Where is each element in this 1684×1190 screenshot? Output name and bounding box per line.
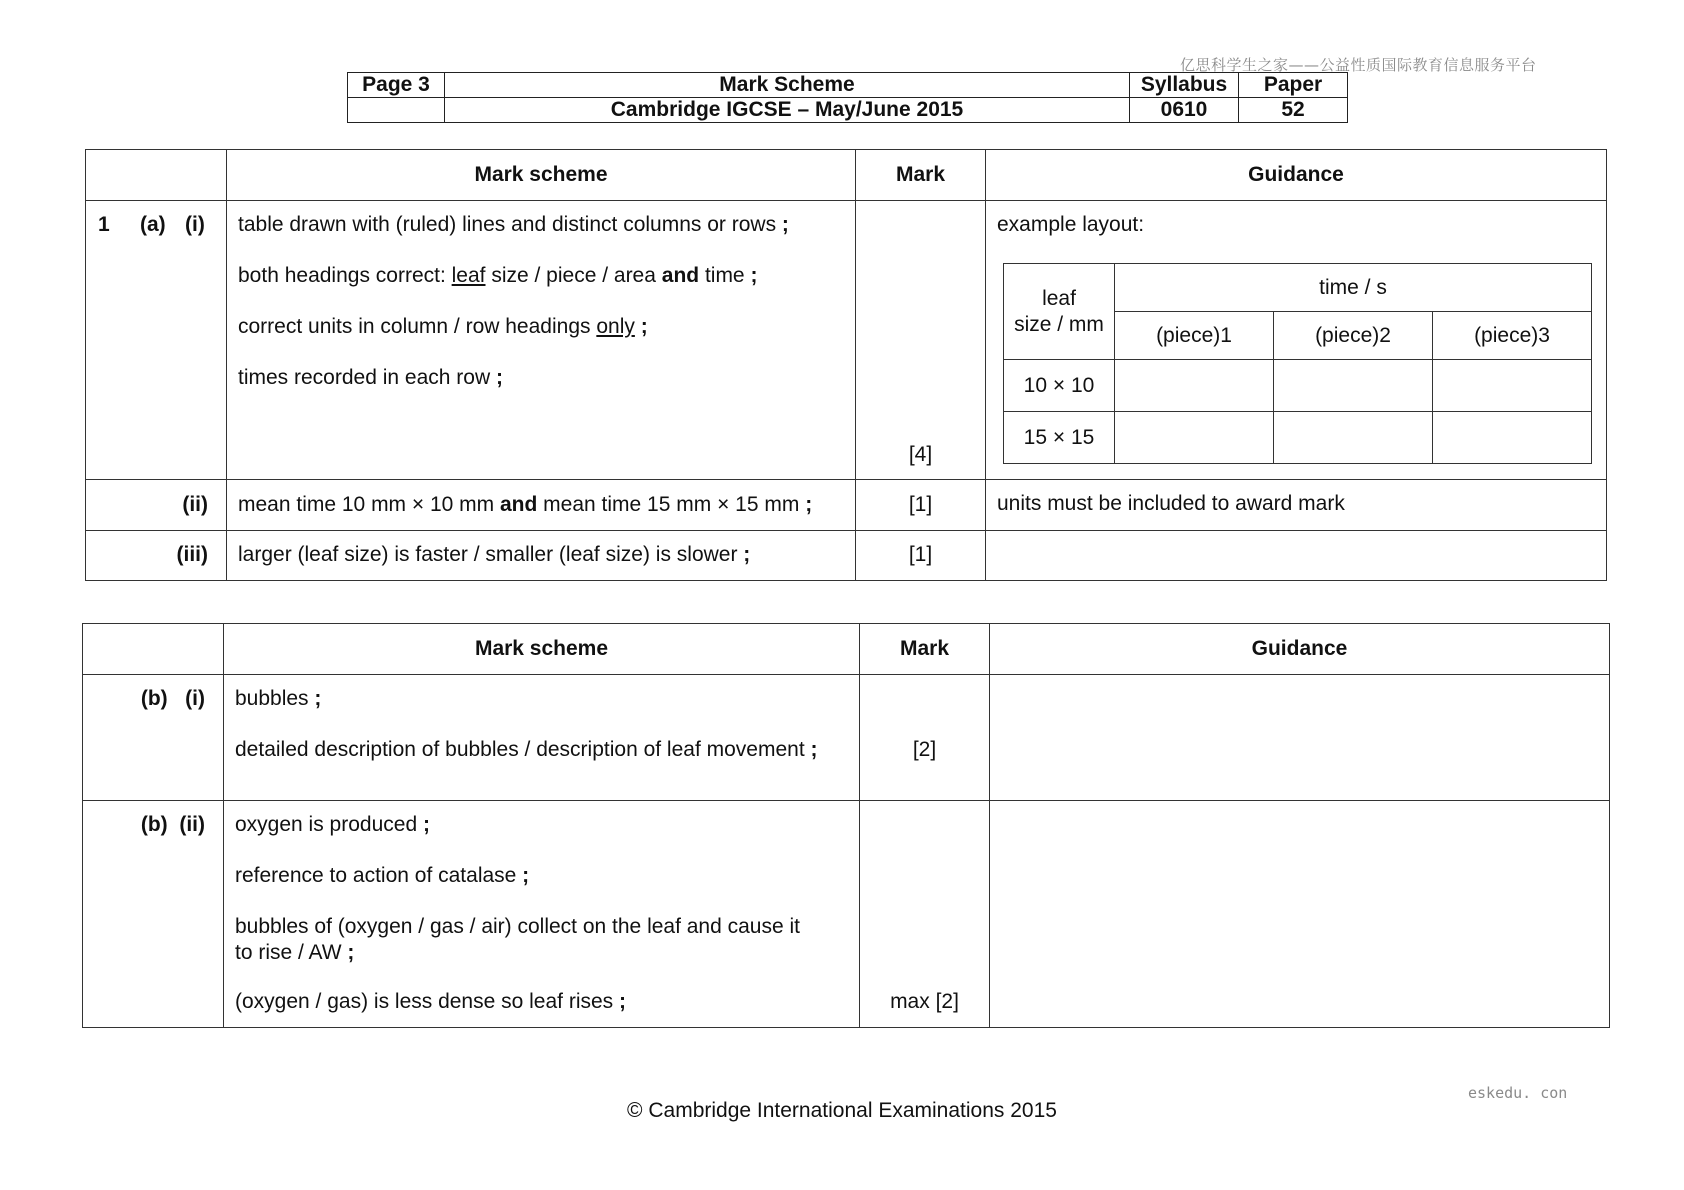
guidance-cell	[986, 201, 1607, 480]
mark-header: Mark	[856, 150, 986, 201]
guidance-text: units must be included to award mark	[997, 492, 1345, 515]
mark-header: Mark	[860, 624, 990, 675]
header-empty-cell	[348, 98, 445, 123]
table-row	[83, 801, 1610, 1028]
leaf-size-value: 10 × 10	[1004, 360, 1115, 412]
piece-header: (piece)3	[1433, 312, 1592, 360]
question-header-cell	[83, 624, 224, 675]
table-row	[86, 201, 1607, 480]
example-layout-table	[1003, 263, 1592, 464]
guidance-cell	[986, 531, 1607, 581]
question-label-cell	[86, 480, 227, 531]
table-row	[86, 480, 1607, 531]
watermark-top: 亿思科学生之家——公益性质国际教育信息服务平台	[1180, 56, 1537, 74]
mark-value: [1]	[908, 543, 933, 566]
scheme-cell	[227, 531, 856, 581]
scheme-line: bubbles ;	[235, 687, 322, 710]
scheme-line: table drawn with (ruled) lines and distinct columns or rows ;	[238, 213, 789, 236]
question-label-cell	[83, 675, 224, 801]
mark-cell	[860, 675, 990, 801]
guidance-header: Guidance	[990, 624, 1610, 675]
leaf-size-header: leaf size / mm	[1004, 264, 1115, 360]
paper-label: Paper	[1239, 73, 1348, 98]
scheme-line: correct units in column / row headings only ;	[238, 315, 648, 338]
guidance-text: example layout:	[997, 213, 1145, 236]
empty-cell	[1433, 412, 1592, 464]
scheme-cell	[227, 201, 856, 480]
scheme-header: Mark scheme	[224, 624, 860, 675]
table-row	[86, 531, 1607, 581]
subpart-label: (iii)	[176, 543, 208, 566]
guidance-cell	[990, 675, 1610, 801]
question-number: 1	[98, 213, 110, 236]
mark-value: [4]	[908, 443, 933, 466]
syllabus-code: 0610	[1130, 98, 1239, 123]
table-row	[83, 675, 1610, 801]
part-label: (a)	[140, 213, 166, 236]
scheme-line: (oxygen / gas) is less dense so leaf rises ;	[235, 990, 627, 1013]
empty-cell	[1274, 360, 1433, 412]
empty-cell	[1274, 412, 1433, 464]
page-number: Page 3	[348, 73, 445, 98]
mark-cell	[860, 801, 990, 1028]
scheme-line: detailed description of bubbles / description of leaf movement ;	[235, 738, 818, 761]
question-header-cell	[86, 150, 227, 201]
question-label-cell	[83, 801, 224, 1028]
question-label-cell	[86, 201, 227, 480]
piece-header: (piece)1	[1115, 312, 1274, 360]
guidance-cell	[986, 480, 1607, 531]
mark-value: [2]	[912, 738, 937, 761]
mark-scheme-table-1	[85, 149, 1607, 581]
empty-cell	[1115, 360, 1274, 412]
leaf-size-value: 15 × 15	[1004, 412, 1115, 464]
document-subtitle: Cambridge IGCSE – May/June 2015	[445, 98, 1130, 123]
empty-cell	[1433, 360, 1592, 412]
mark-cell	[856, 201, 986, 480]
syllabus-label: Syllabus	[1130, 73, 1239, 98]
time-header: time / s	[1115, 264, 1592, 312]
mark-value: [1]	[908, 493, 933, 516]
mark-scheme-table-2	[82, 623, 1610, 1028]
piece-header: (piece)2	[1274, 312, 1433, 360]
scheme-line: times recorded in each row ;	[238, 366, 503, 389]
copyright-footer: © Cambridge International Examinations 2015	[627, 1099, 1057, 1122]
scheme-cell	[224, 801, 860, 1028]
guidance-header: Guidance	[986, 150, 1607, 201]
scheme-line: both headings correct: leaf size / piece / area and time ;	[238, 264, 758, 287]
subpart-label: (ii)	[182, 493, 208, 516]
scheme-line: reference to action of catalase ;	[235, 864, 530, 887]
question-label-cell	[86, 531, 227, 581]
scheme-line: bubbles of (oxygen / gas / air) collect on the leaf and cause it	[235, 915, 801, 938]
mark-value: max [2]	[890, 990, 959, 1013]
subpart-label: (b) (i)	[140, 687, 205, 710]
scheme-line: larger (leaf size) is faster / smaller (leaf size) is slower ;	[238, 543, 751, 566]
scheme-header: Mark scheme	[227, 150, 856, 201]
header-table	[347, 72, 1348, 123]
scheme-cell	[224, 675, 860, 801]
scheme-cell	[227, 480, 856, 531]
empty-cell	[1115, 412, 1274, 464]
scheme-line: mean time 10 mm × 10 mm and mean time 15 mm × 15 mm ;	[238, 493, 813, 516]
subpart-label: (i)	[185, 213, 205, 236]
mark-cell	[856, 531, 986, 581]
paper-number: 52	[1239, 98, 1348, 123]
subpart-label: (b) (ii)	[140, 813, 205, 836]
scheme-line: to rise / AW ;	[235, 941, 355, 964]
guidance-cell	[990, 801, 1610, 1028]
watermark-bottom: eskedu. con	[1468, 1084, 1568, 1102]
document-title: Mark Scheme	[445, 73, 1130, 98]
mark-cell	[856, 480, 986, 531]
scheme-line: oxygen is produced ;	[235, 813, 430, 836]
